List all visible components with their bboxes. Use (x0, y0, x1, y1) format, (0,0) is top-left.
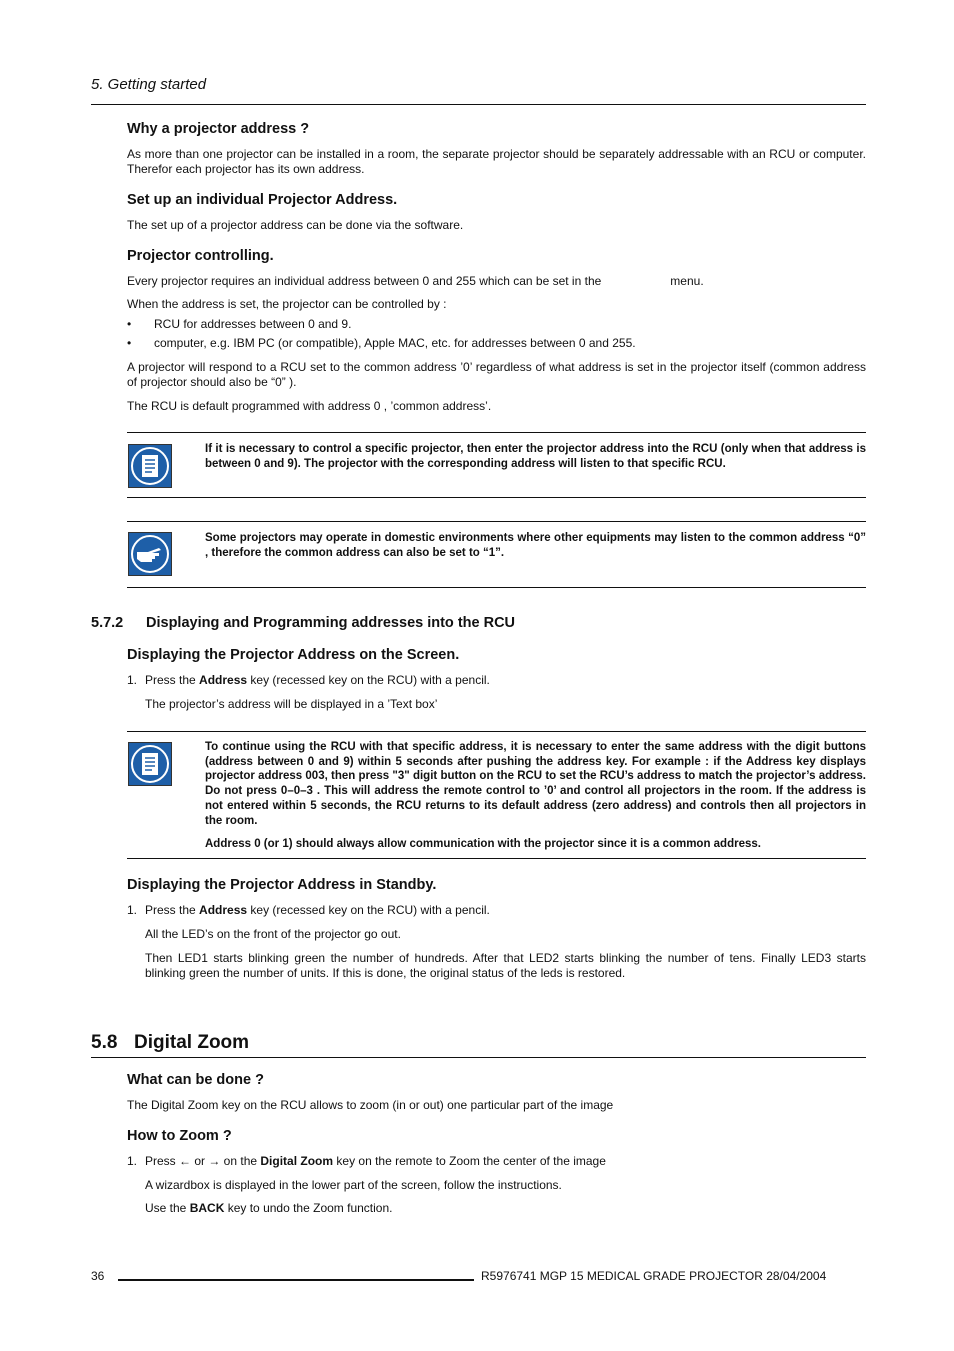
section-number: 5.7.2 (91, 615, 124, 631)
step-result: The projector’s address will be displayed in a ’Text box’ (145, 697, 438, 711)
setup-text: The set up of a projector address can be done via the software. (127, 218, 464, 232)
step-number: 1. (127, 1154, 138, 1168)
controlling-p4: The RCU is default programmed with address 0 , ’common address’. (127, 399, 492, 413)
section-title: Digital Zoom (134, 1032, 250, 1053)
zoom-result-2: Use the BACK key to undo the Zoom function. (145, 1201, 393, 1215)
how-heading: How to Zoom ? (127, 1128, 232, 1144)
what-heading: What can be done ? (127, 1072, 264, 1088)
controlling-p2: When the address is set, the projector can be controlled by : (127, 297, 447, 311)
controlling-p1: Every projector requires an individual address between 0 and 255 which can be set in the menu. (127, 274, 704, 288)
note-text: To continue using the RCU with that specific address, it is necessary to enter the same address with the digit buttons (address between 0 and 9) within 5 seconds after pushing the address key. For example : if the Address key displays projector address 003, then press "3" digit button on the RCU to set the RCU’s address to match the projector’s address. Do not press 0–0–3 . This will address the remote control to ’0’ and control all projectors in the room. If the address is not entered within 5 seconds, the RCU returns to its default address (zero address) and controls then all projectors in the room. (205, 741, 866, 827)
section-number: 5.8 (91, 1032, 118, 1053)
tip-box (127, 521, 866, 588)
standby-result-1: All the LED’s on the front of the projector go out. (145, 927, 401, 941)
step-number: 1. (127, 903, 138, 917)
note-document-icon (128, 742, 172, 786)
page-number: 36 (91, 1269, 105, 1283)
why-heading: Why a projector address ? (127, 121, 310, 137)
bullet-item: computer, e.g. IBM PC (or compatible), Apple MAC, etc. for addresses between 0 and 255. (154, 336, 636, 350)
note-box (127, 731, 866, 859)
tip-text: Some projectors may operate in domestic environments where other equipments may listen to the common address “0” , therefore the common address can also be set to “1”. (205, 532, 866, 559)
standby-heading: Displaying the Projector Address in Standby. (127, 877, 437, 893)
footer-rule (118, 1279, 474, 1281)
step-text: Press the Address key (recessed key on the RCU) with a pencil. (145, 673, 490, 687)
step-number: 1. (127, 673, 138, 687)
controlling-p3: A projector will respond to a RCU set to the common address ’0’ regardless of what address is set in the projector itself (common address of projector should also be “0” ). (127, 360, 866, 389)
footer-doc-info: R5976741 MGP 15 MEDICAL GRADE PROJECTOR 28/04/2004 (481, 1269, 827, 1283)
note-box (127, 432, 866, 498)
bullet-marker: • (127, 317, 132, 331)
pointing-hand-icon (128, 532, 172, 576)
header-rule (91, 104, 866, 105)
chapter-header: 5. Getting started (91, 76, 207, 93)
screen-heading: Displaying the Projector Address on the Screen. (127, 647, 460, 663)
bullet-marker: • (127, 336, 132, 350)
note-text-2: Address 0 (or 1) should always allow communication with the projector since it is a common address. (205, 838, 761, 850)
what-text: The Digital Zoom key on the RCU allows to zoom (in or out) one particular part of the image (127, 1098, 614, 1112)
standby-result-2: Then LED1 starts blinking green the number of hundreds. After that LED2 starts blinking the number of tens. Finally LED3 starts blinking green the number of units. If this is done, the original status of the leds is restored. (145, 951, 866, 980)
why-text: As more than one projector can be installed in a room, the separate projector should be separately addressable with an RCU or computer. Therefor each projector has its own address. (127, 147, 866, 176)
section-title: Displaying and Programming addresses into the RCU (146, 615, 516, 631)
controlling-heading: Projector controlling. (127, 248, 274, 264)
step-text: Press ← or → on the Digital Zoom key on the remote to Zoom the center of the image (145, 1154, 606, 1168)
step-text: Press the Address key (recessed key on the RCU) with a pencil. (145, 903, 490, 917)
note-document-icon (128, 444, 172, 488)
section-rule (91, 1057, 866, 1058)
zoom-result-1: A wizardbox is displayed in the lower part of the screen, follow the instructions. (145, 1178, 562, 1192)
note-text: If it is necessary to control a specific projector, then enter the projector address into the RCU (only when that address is between 0 and 9). The projector with the corresponding address will listen to that specific RCU. (205, 443, 866, 470)
setup-heading: Set up an individual Projector Address. (127, 192, 398, 208)
bullet-item: RCU for addresses between 0 and 9. (154, 317, 352, 331)
